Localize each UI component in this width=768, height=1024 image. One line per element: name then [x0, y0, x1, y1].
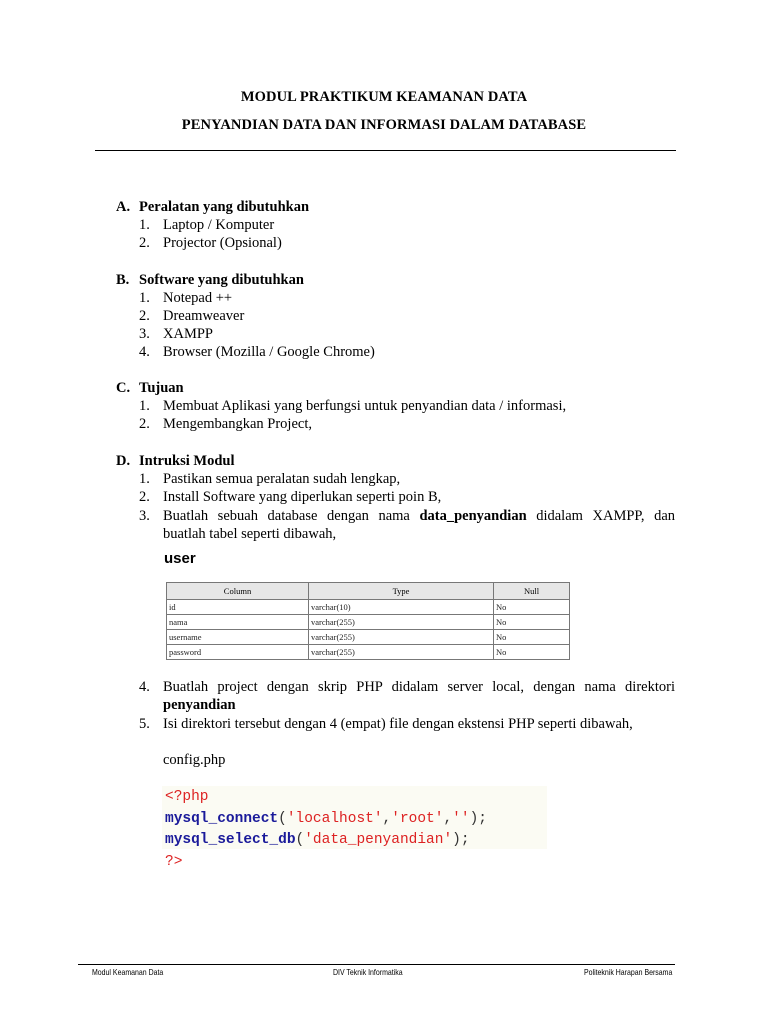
- list-item-text: didalam XAMPP, dan: [526, 508, 675, 524]
- header-divider: [95, 150, 676, 151]
- code-punct: );: [469, 810, 487, 827]
- doc-title: MODUL PRAKTIKUM KEAMANAN DATA: [240, 89, 528, 105]
- table-row: [167, 630, 570, 645]
- table-cell: varchar(255): [309, 615, 494, 630]
- column-header: Column: [167, 583, 309, 600]
- table-cell: varchar(10): [309, 600, 494, 615]
- table-row: [167, 645, 570, 660]
- list-number: 2.: [139, 235, 150, 251]
- code-punct: );: [452, 832, 470, 848]
- list-number: 1.: [139, 471, 150, 487]
- footer-divider: [78, 964, 675, 965]
- user-table: [166, 582, 570, 660]
- table-row: [167, 615, 570, 630]
- column-header: Null: [494, 583, 570, 600]
- list-number: 4.: [139, 344, 150, 360]
- table-cell: No: [494, 645, 570, 660]
- list-number: 3.: [139, 508, 150, 524]
- php-open-tag: <?php: [165, 789, 209, 805]
- footer-right: Politeknik Harapan Bersama: [584, 967, 673, 977]
- list-number: 1.: [139, 398, 150, 414]
- code-punct: ,: [443, 810, 453, 827]
- list-item: XAMPP: [163, 326, 213, 342]
- column-header: Type: [309, 583, 494, 600]
- list-number: 1.: [139, 290, 150, 306]
- code-block: [162, 786, 547, 870]
- table-cell: No: [494, 630, 570, 645]
- list-item: Dreamweaver: [163, 308, 245, 324]
- footer-center: DIV Teknik Informatika: [333, 967, 403, 977]
- list-number: 4.: [139, 679, 150, 695]
- code-string: '': [452, 810, 470, 827]
- code-line: [165, 809, 547, 831]
- list-item: Isi direktori tersebut dengan 4 (empat) file dengan ekstensi PHP seperti dibawah,: [163, 716, 633, 732]
- list-item-continuation: buatlah tabel seperti dibawah,: [163, 526, 337, 542]
- code-punct: (: [278, 810, 287, 827]
- section-letter: B.: [116, 272, 130, 288]
- list-number: 2.: [139, 308, 150, 324]
- list-item: Buatlah project dengan skrip PHP didalam server local, dengan nama direktori: [163, 679, 675, 695]
- code-punct: ,: [382, 810, 392, 827]
- section-letter: D.: [116, 453, 131, 469]
- list-item: Browser (Mozilla / Google Chrome): [163, 344, 375, 360]
- list-item: Pastikan semua peralatan sudah lengkap,: [163, 471, 401, 487]
- table-cell: id: [167, 600, 309, 615]
- table-header-row: [167, 583, 570, 600]
- table-cell: password: [167, 645, 309, 660]
- section-heading: Tujuan: [139, 380, 184, 396]
- section-heading: Software yang dibutuhkan: [139, 272, 304, 288]
- php-close-tag: ?>: [165, 853, 183, 870]
- section-letter: C.: [116, 380, 131, 396]
- list-number: 1.: [139, 217, 150, 233]
- list-number: 2.: [139, 416, 150, 432]
- database-name: data_penyandian: [419, 508, 527, 524]
- list-number: 5.: [139, 716, 150, 732]
- list-item: Install Software yang diperlukan seperti poin B,: [163, 489, 442, 505]
- code-function: mysql_select_db: [165, 832, 296, 848]
- table-cell: varchar(255): [309, 645, 494, 660]
- list-item: [163, 508, 675, 525]
- doc-subtitle: PENYANDIAN DATA DAN INFORMASI DALAM DATABASE: [181, 117, 587, 133]
- code-string: 'root': [391, 810, 444, 827]
- section-letter: A.: [116, 199, 131, 215]
- code-string: 'data_penyandian': [304, 832, 453, 848]
- code-line: [165, 830, 547, 852]
- list-number: 3.: [139, 326, 150, 342]
- code-line: [165, 852, 547, 874]
- list-item: Mengembangkan Project,: [163, 416, 312, 432]
- list-item: Notepad ++: [163, 290, 233, 306]
- footer-left: Modul Keamanan Data: [92, 967, 164, 977]
- section-heading: Intruksi Modul: [139, 453, 235, 469]
- table-row: [167, 600, 570, 615]
- table-caption: user: [164, 550, 196, 567]
- table-cell: varchar(255): [309, 630, 494, 645]
- code-line: [165, 787, 547, 809]
- table-cell: nama: [167, 615, 309, 630]
- table-cell: username: [167, 630, 309, 645]
- code-punct: (: [295, 832, 305, 848]
- section-heading: Peralatan yang dibutuhkan: [139, 199, 310, 215]
- list-number: 2.: [139, 489, 150, 505]
- list-item: Membuat Aplikasi yang berfungsi untuk penyandian data / informasi,: [163, 398, 567, 414]
- list-item: Projector (Opsional): [163, 235, 282, 251]
- table-cell: No: [494, 600, 570, 615]
- code-filename: config.php: [163, 752, 226, 768]
- list-item-text: Buatlah sebuah database dengan nama: [163, 508, 420, 524]
- code-string: 'localhost': [286, 810, 383, 827]
- directory-name: penyandian: [163, 697, 236, 713]
- table-cell: No: [494, 615, 570, 630]
- code-function: mysql_connect: [165, 810, 279, 827]
- list-item: Laptop / Komputer: [163, 217, 275, 233]
